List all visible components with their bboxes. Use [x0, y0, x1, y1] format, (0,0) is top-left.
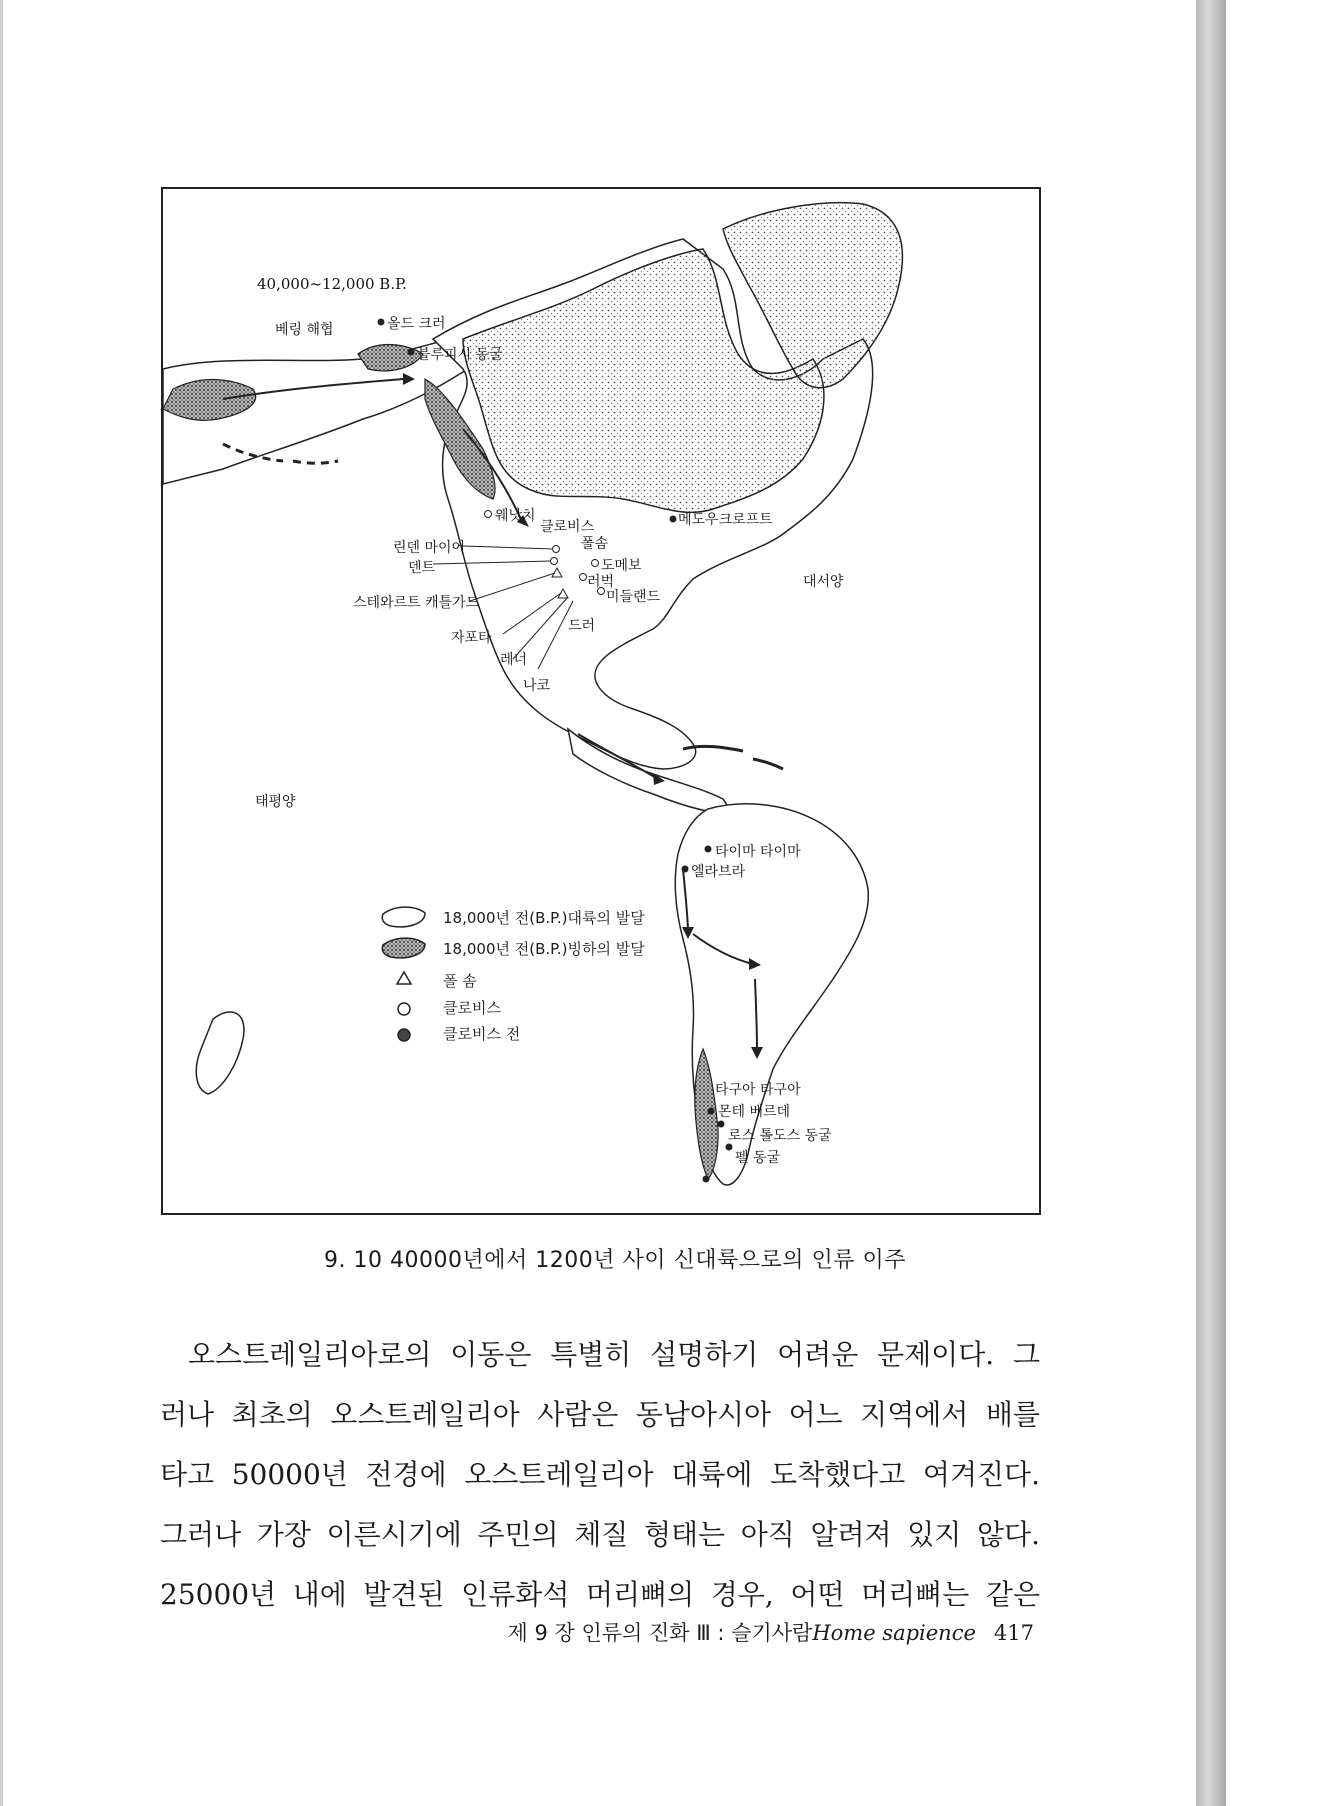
- legend-clovis-label: 클로비스: [443, 999, 501, 1017]
- page-left-edge: [0, 0, 3, 1806]
- label-naco: 나코: [523, 678, 551, 694]
- map-drawing: [163, 189, 1041, 1215]
- legend-pre-clovis-label: 클로비스 전: [443, 1025, 521, 1043]
- label-dent: 덴트: [408, 560, 436, 576]
- legend-pre-clovis: [443, 1023, 520, 1044]
- body-line: 타고 50000년 전경에 오스트레일리아 대륙에 도착했다고 여겨진다.: [160, 1458, 1040, 1491]
- body-line: 그러나 가장 이른시기에 주민의 체질 형태는 아직 알려져 있지 않다.: [160, 1518, 1040, 1551]
- legend-folsom: [443, 970, 477, 991]
- label-midland: 미들랜드: [606, 589, 661, 605]
- legend-land-label: 18,000년 전(B.P.)대륙의 발달: [443, 909, 645, 927]
- greenland: [723, 203, 902, 388]
- label-taima: 타이마 타이마: [715, 844, 801, 860]
- legend-symbols: [382, 907, 425, 1041]
- label-los-toldos: 로스 톨도스 동굴: [728, 1128, 832, 1144]
- label-meadowcroft: 메도우크로프트: [678, 512, 773, 528]
- label-wenatchee: 웨낫치: [495, 508, 536, 524]
- running-footer: [508, 1617, 1034, 1647]
- body-line: 25000년 내에 발견된 인류화석 머리뼈의 경우, 어떤 머리뼈는 같은: [160, 1578, 1040, 1611]
- map-period-label: 40,000~12,000 B.P.: [257, 275, 407, 293]
- label-domebo: 도메보: [601, 558, 642, 574]
- label-pacific: 태평양: [255, 794, 296, 810]
- legend-land: [443, 907, 645, 928]
- caribbean-islands: [683, 746, 783, 769]
- label-atlantic: 대서양: [803, 574, 844, 590]
- footer-chapter: 제 9 장 인류의 진화 Ⅲ : 슬기사람: [507, 1621, 813, 1645]
- label-lehner: 레너: [500, 652, 528, 668]
- label-lubbock: 러벅: [587, 574, 615, 590]
- label-el-abra: 엘라브라: [691, 864, 746, 880]
- migration-map: [161, 187, 1041, 1215]
- legend-ice-label: 18,000년 전(B.P.)빙하의 발달: [443, 940, 645, 958]
- label-old-crow: 올드 크러: [387, 316, 446, 332]
- label-fell: 펠 동굴: [735, 1150, 781, 1166]
- pacific-islands: [196, 1012, 244, 1094]
- body-line: 오스트레일리아로의 이동은 특별히 설명하기 어려운 문제이다. 그: [188, 1338, 1040, 1371]
- label-folsom: 폴솜: [581, 536, 609, 552]
- figure-caption: 9. 10 40000년에서 1200년 사이 신대륙으로의 인류 이주: [324, 1248, 906, 1273]
- legend-ice: [443, 938, 645, 959]
- label-drew: 드러: [568, 618, 596, 634]
- body-paragraph: [160, 1325, 1040, 1625]
- footer-italic: Home sapience: [812, 1621, 976, 1645]
- label-monte-verde: 몬테 베르데: [718, 1104, 791, 1120]
- page-right-edge: [1196, 0, 1226, 1806]
- legend-clovis: [443, 997, 501, 1018]
- label-stewart: 스테와르트 캐틀가드: [353, 595, 480, 611]
- label-zapota: 자포타: [451, 630, 492, 646]
- page-number: 417: [993, 1621, 1034, 1645]
- label-lindenmeier: 린덴 마이어: [393, 540, 466, 556]
- label-clovis: 클로비스: [540, 519, 595, 535]
- label-bluefish: 블루피시 동굴: [417, 347, 503, 363]
- legend-folsom-label: 폴 솜: [443, 972, 477, 990]
- page-margin: [1226, 0, 1319, 1806]
- body-line: 러나 최초의 오스트레일리아 사람은 동남아시아 어느 지역에서 배를: [160, 1398, 1040, 1431]
- label-bering: 베링 해협: [275, 322, 334, 338]
- label-tagua: 타구아 타구아: [715, 1082, 801, 1098]
